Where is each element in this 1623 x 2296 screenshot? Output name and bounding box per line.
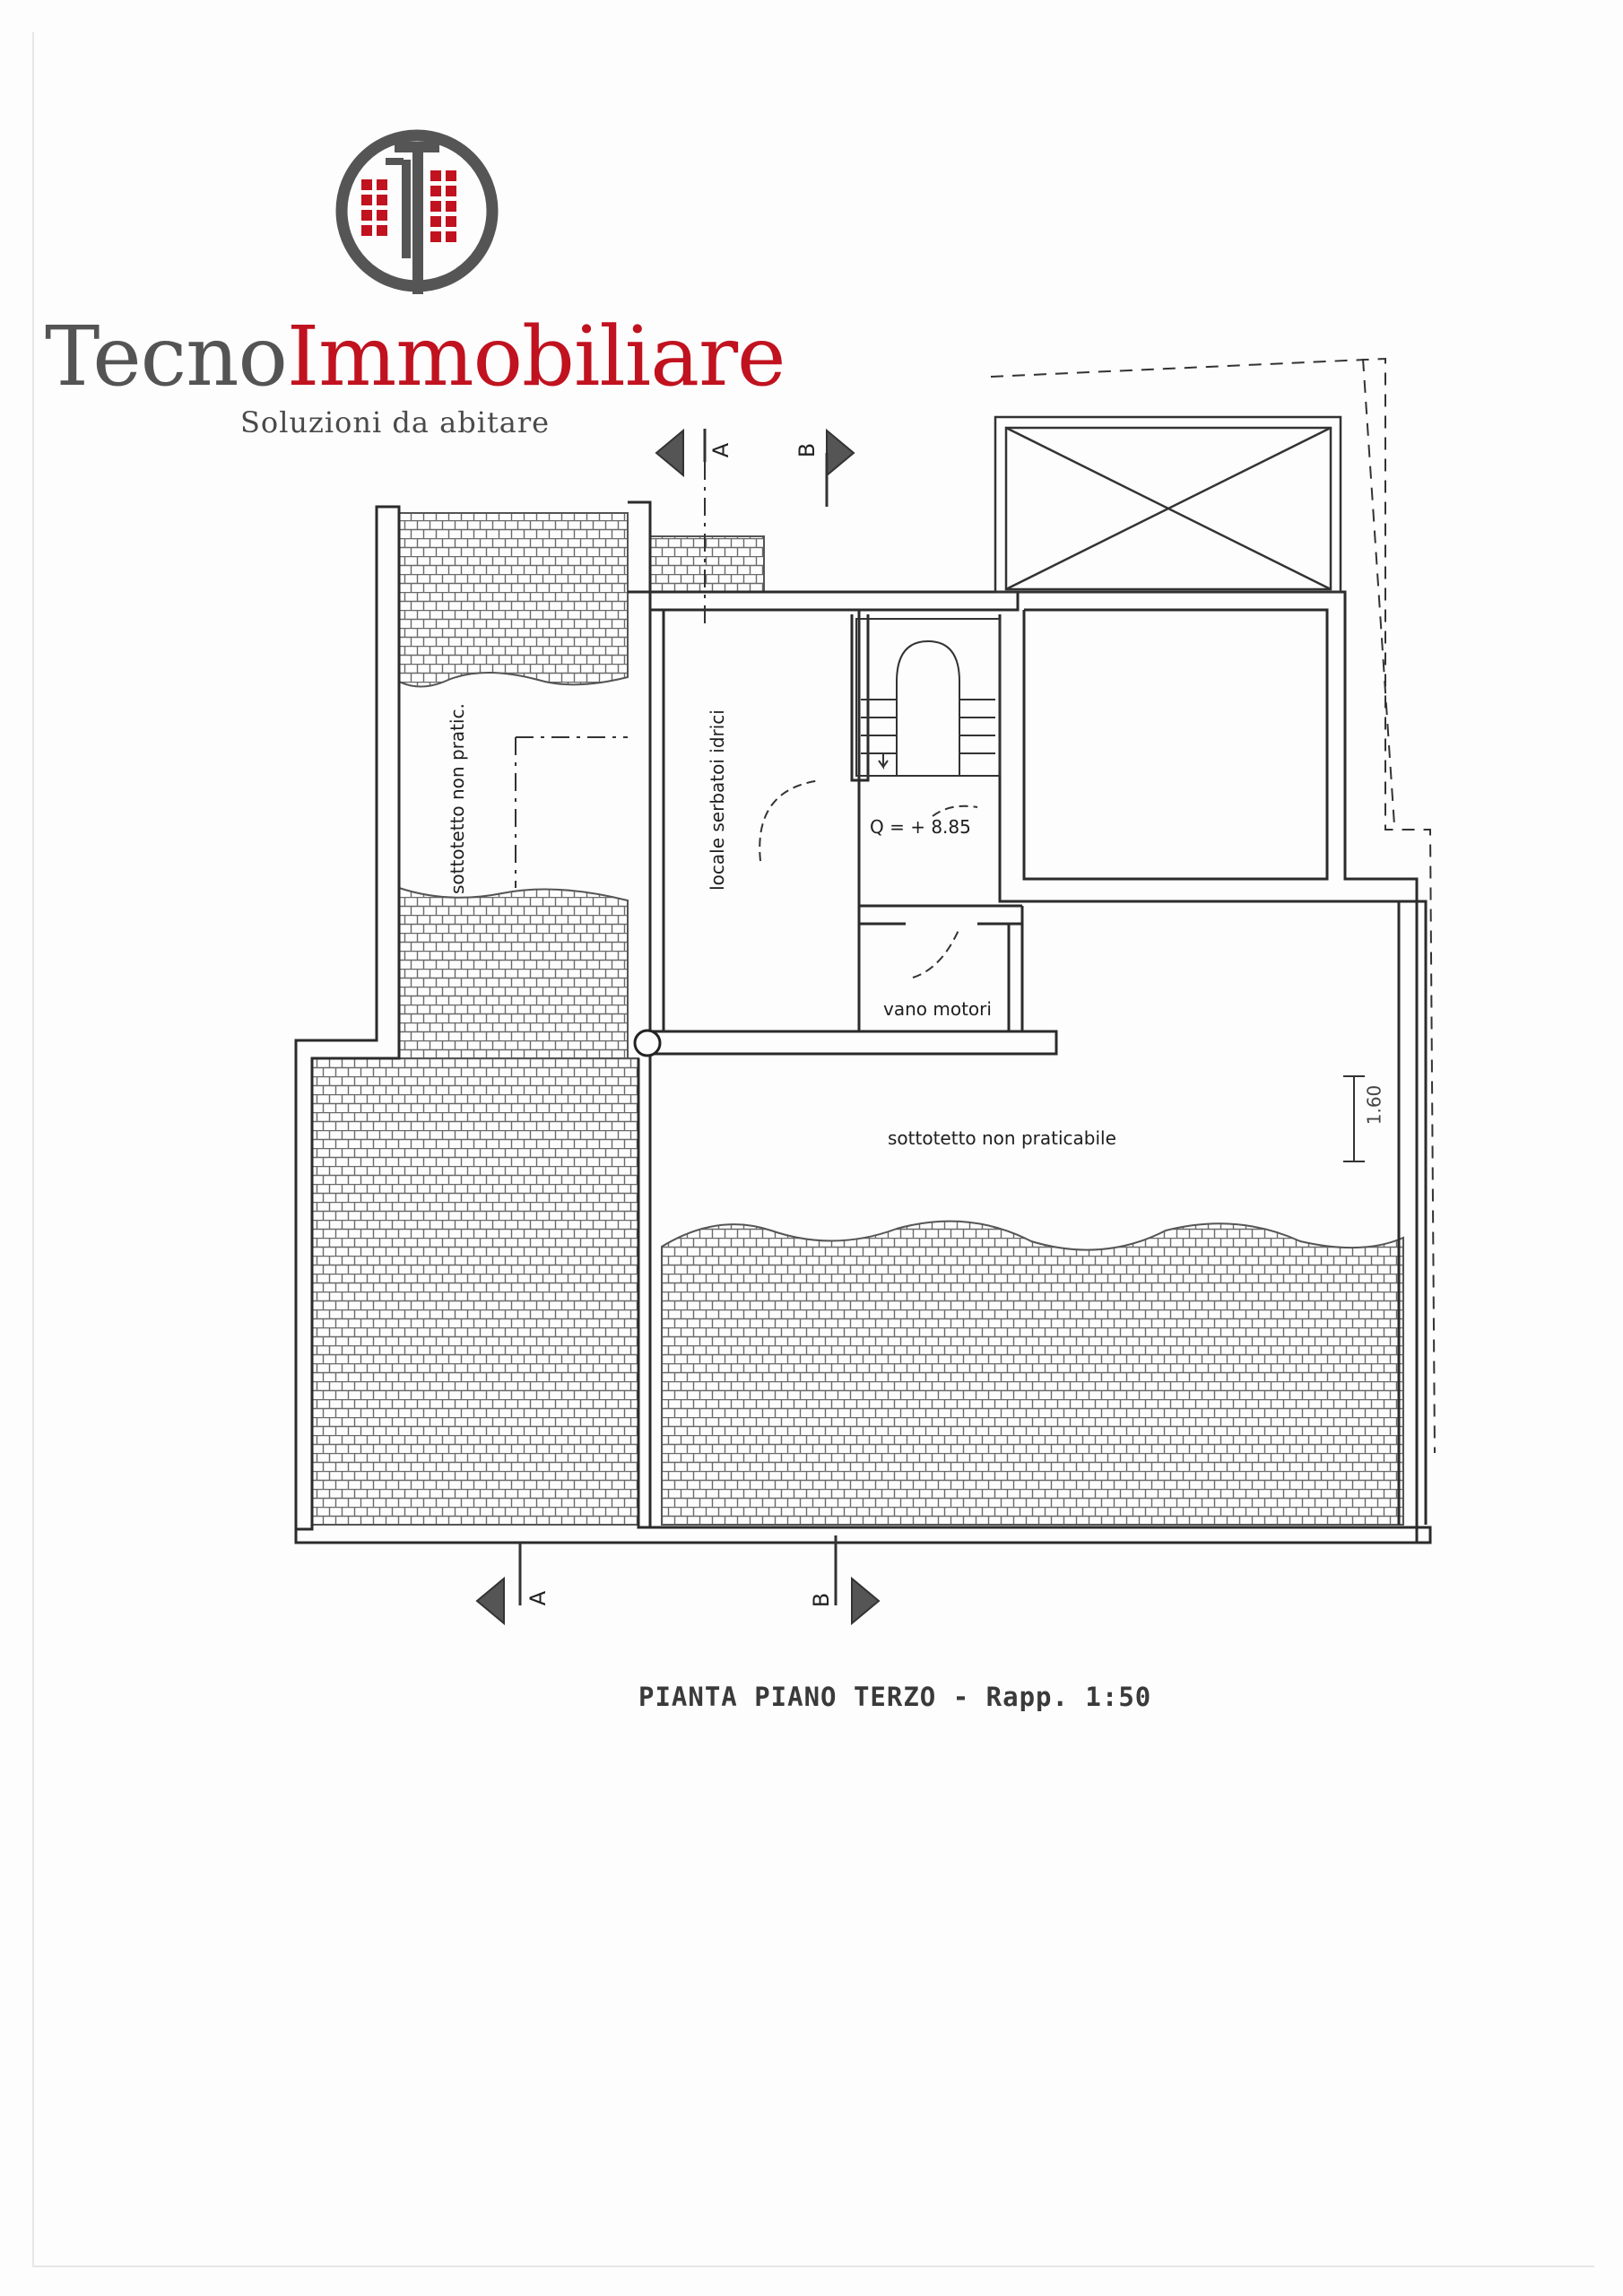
section-letter-a-top: A <box>708 442 734 458</box>
room-label-water-tanks: locale serbatoi idrici <box>707 709 728 891</box>
door-swings <box>759 780 977 978</box>
balcony-void <box>995 417 1341 592</box>
plan-caption: PIANTA PIANO TERZO - Rapp. 1:50 <box>638 1682 1152 1712</box>
room-label-left-attic: sottotetto non pratic. <box>447 703 468 894</box>
section-letter-b-bottom: B <box>809 1592 835 1608</box>
brand-name-part1: Tecno <box>45 309 287 404</box>
brand-name-part2: Immobiliare <box>286 309 785 404</box>
room-label-motor-room: vano motori <box>883 998 992 1020</box>
level-annotation: Q = + 8.85 <box>870 816 971 838</box>
brand-tagline: Soluzioni da abitare <box>240 405 551 439</box>
pillar-marker <box>635 1031 660 1056</box>
section-letter-a-bottom: A <box>525 1590 551 1606</box>
dimension-tick <box>1343 1076 1365 1161</box>
staircase <box>856 619 1000 776</box>
dimension-label: 1.60 <box>1363 1084 1385 1126</box>
section-letter-b-top: B <box>794 442 820 458</box>
room-label-right-attic: sottotetto non praticabile <box>888 1127 1116 1149</box>
